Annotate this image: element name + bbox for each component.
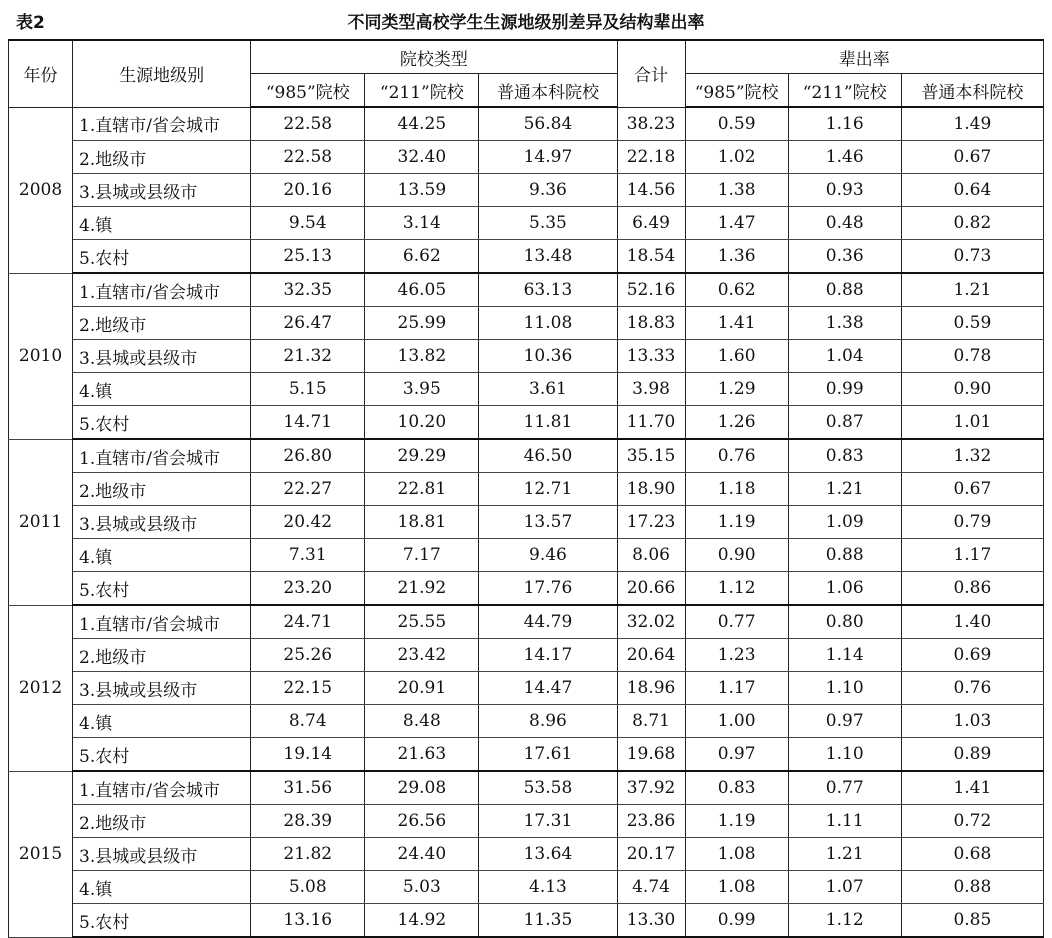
table-row [9, 207, 1044, 240]
region-cell: 2.地级市 [73, 473, 251, 506]
table-row [9, 373, 1044, 406]
total-cell: 23.86 [617, 805, 685, 838]
school-regular-cell: 3.61 [479, 373, 617, 406]
school-regular-cell: 14.47 [479, 672, 617, 705]
total-cell: 8.71 [617, 705, 685, 738]
header-school-211: “211”院校 [365, 74, 479, 108]
school-211-cell: 6.62 [365, 240, 479, 274]
rate-985-cell: 1.17 [685, 672, 788, 705]
rate-985-cell: 0.99 [685, 904, 788, 938]
school-985-cell: 21.32 [251, 340, 365, 373]
table-header [9, 40, 1044, 107]
school-regular-cell: 12.71 [479, 473, 617, 506]
school-985-cell: 26.80 [251, 439, 365, 473]
rate-985-cell: 1.12 [685, 572, 788, 606]
rate-985-cell: 1.19 [685, 506, 788, 539]
rate-211-cell: 1.07 [788, 871, 901, 904]
table-row [9, 439, 1044, 473]
school-985-cell: 22.58 [251, 107, 365, 141]
rate-regular-cell: 0.88 [901, 871, 1043, 904]
rate-211-cell: 0.88 [788, 539, 901, 572]
total-cell: 18.54 [617, 240, 685, 274]
rate-211-cell: 1.06 [788, 572, 901, 606]
school-985-cell: 20.42 [251, 506, 365, 539]
rate-985-cell: 1.18 [685, 473, 788, 506]
table-row [9, 539, 1044, 572]
total-cell: 20.17 [617, 838, 685, 871]
school-211-cell: 23.42 [365, 639, 479, 672]
school-985-cell: 20.16 [251, 174, 365, 207]
rate-211-cell: 0.88 [788, 273, 901, 307]
data-table [8, 39, 1044, 938]
school-211-cell: 14.92 [365, 904, 479, 938]
rate-regular-cell: 1.41 [901, 771, 1043, 805]
school-985-cell: 5.08 [251, 871, 365, 904]
school-regular-cell: 17.31 [479, 805, 617, 838]
table-row [9, 340, 1044, 373]
header-rate-211: “211”院校 [788, 74, 901, 108]
rate-211-cell: 1.12 [788, 904, 901, 938]
rate-985-cell: 1.60 [685, 340, 788, 373]
header-rate-regular: 普通本科院校 [901, 74, 1043, 108]
header-school-985: “985”院校 [251, 74, 365, 108]
school-211-cell: 44.25 [365, 107, 479, 141]
school-985-cell: 24.71 [251, 605, 365, 639]
school-211-cell: 29.08 [365, 771, 479, 805]
rate-regular-cell: 0.85 [901, 904, 1043, 938]
rate-985-cell: 1.26 [685, 406, 788, 440]
table-row [9, 705, 1044, 738]
table-row [9, 738, 1044, 772]
school-985-cell: 26.47 [251, 307, 365, 340]
table-row [9, 141, 1044, 174]
table-body [9, 107, 1044, 937]
year-cell: 2011 [9, 439, 73, 605]
table-label: 表2 [16, 13, 45, 33]
table-row [9, 107, 1044, 141]
region-cell: 3.县城或县级市 [73, 506, 251, 539]
region-cell: 1.直辖市/省会城市 [73, 439, 251, 473]
rate-regular-cell: 0.79 [901, 506, 1043, 539]
rate-regular-cell: 1.03 [901, 705, 1043, 738]
region-cell: 2.地级市 [73, 639, 251, 672]
school-regular-cell: 11.08 [479, 307, 617, 340]
region-cell: 5.农村 [73, 738, 251, 772]
school-985-cell: 21.82 [251, 838, 365, 871]
total-cell: 17.23 [617, 506, 685, 539]
rate-211-cell: 1.38 [788, 307, 901, 340]
rate-985-cell: 1.41 [685, 307, 788, 340]
rate-211-cell: 1.14 [788, 639, 901, 672]
school-regular-cell: 14.17 [479, 639, 617, 672]
region-cell: 3.县城或县级市 [73, 174, 251, 207]
header-school-type-group: 院校类型 [251, 40, 617, 74]
rate-regular-cell: 0.78 [901, 340, 1043, 373]
rate-211-cell: 1.16 [788, 107, 901, 141]
rate-211-cell: 1.10 [788, 738, 901, 772]
table-row [9, 572, 1044, 606]
school-211-cell: 46.05 [365, 273, 479, 307]
region-cell: 3.县城或县级市 [73, 838, 251, 871]
rate-985-cell: 0.76 [685, 439, 788, 473]
rate-211-cell: 0.83 [788, 439, 901, 473]
rate-regular-cell: 0.64 [901, 174, 1043, 207]
rate-regular-cell: 0.76 [901, 672, 1043, 705]
total-cell: 37.92 [617, 771, 685, 805]
region-cell: 1.直辖市/省会城市 [73, 771, 251, 805]
school-985-cell: 9.54 [251, 207, 365, 240]
rate-985-cell: 1.29 [685, 373, 788, 406]
region-cell: 1.直辖市/省会城市 [73, 605, 251, 639]
school-211-cell: 3.95 [365, 373, 479, 406]
table-row [9, 273, 1044, 307]
table-row [9, 805, 1044, 838]
region-cell: 4.镇 [73, 373, 251, 406]
rate-211-cell: 1.09 [788, 506, 901, 539]
school-985-cell: 22.27 [251, 473, 365, 506]
header-region: 生源地级别 [73, 40, 251, 107]
rate-985-cell: 1.02 [685, 141, 788, 174]
school-211-cell: 25.99 [365, 307, 479, 340]
year-cell: 2015 [9, 771, 73, 937]
rate-regular-cell: 0.67 [901, 473, 1043, 506]
rate-985-cell: 0.59 [685, 107, 788, 141]
total-cell: 52.16 [617, 273, 685, 307]
school-211-cell: 7.17 [365, 539, 479, 572]
school-regular-cell: 13.48 [479, 240, 617, 274]
rate-regular-cell: 1.17 [901, 539, 1043, 572]
total-cell: 32.02 [617, 605, 685, 639]
region-cell: 1.直辖市/省会城市 [73, 107, 251, 141]
rate-regular-cell: 1.40 [901, 605, 1043, 639]
school-regular-cell: 5.35 [479, 207, 617, 240]
total-cell: 11.70 [617, 406, 685, 440]
table-caption [8, 6, 1044, 32]
region-cell: 5.农村 [73, 406, 251, 440]
rate-985-cell: 1.23 [685, 639, 788, 672]
school-regular-cell: 11.35 [479, 904, 617, 938]
year-cell: 2010 [9, 273, 73, 439]
school-985-cell: 25.13 [251, 240, 365, 274]
rate-211-cell: 0.97 [788, 705, 901, 738]
rate-211-cell: 1.21 [788, 473, 901, 506]
table-row [9, 605, 1044, 639]
table-title: 不同类型高校学生生源地级别差异及结构辈出率 [347, 13, 705, 33]
region-cell: 2.地级市 [73, 307, 251, 340]
header-rate-985: “985”院校 [685, 74, 788, 108]
school-211-cell: 10.20 [365, 406, 479, 440]
table-row [9, 240, 1044, 274]
school-regular-cell: 10.36 [479, 340, 617, 373]
region-cell: 4.镇 [73, 207, 251, 240]
rate-regular-cell: 0.73 [901, 240, 1043, 274]
table-row [9, 838, 1044, 871]
total-cell: 4.74 [617, 871, 685, 904]
region-cell: 3.县城或县级市 [73, 672, 251, 705]
total-cell: 18.96 [617, 672, 685, 705]
school-regular-cell: 53.58 [479, 771, 617, 805]
school-211-cell: 26.56 [365, 805, 479, 838]
region-cell: 2.地级市 [73, 805, 251, 838]
total-cell: 18.83 [617, 307, 685, 340]
school-regular-cell: 63.13 [479, 273, 617, 307]
region-cell: 2.地级市 [73, 141, 251, 174]
school-211-cell: 21.92 [365, 572, 479, 606]
rate-985-cell: 0.90 [685, 539, 788, 572]
rate-211-cell: 0.77 [788, 771, 901, 805]
school-211-cell: 13.82 [365, 340, 479, 373]
rate-211-cell: 0.36 [788, 240, 901, 274]
school-211-cell: 18.81 [365, 506, 479, 539]
rate-985-cell: 1.19 [685, 805, 788, 838]
rate-985-cell: 1.36 [685, 240, 788, 274]
school-985-cell: 22.58 [251, 141, 365, 174]
rate-regular-cell: 0.59 [901, 307, 1043, 340]
total-cell: 20.64 [617, 639, 685, 672]
school-regular-cell: 9.36 [479, 174, 617, 207]
school-985-cell: 31.56 [251, 771, 365, 805]
rate-211-cell: 1.04 [788, 340, 901, 373]
table-row [9, 174, 1044, 207]
school-211-cell: 22.81 [365, 473, 479, 506]
header-year: 年份 [9, 40, 73, 107]
header-rate-group: 辈出率 [685, 40, 1043, 74]
school-985-cell: 8.74 [251, 705, 365, 738]
school-985-cell: 28.39 [251, 805, 365, 838]
rate-regular-cell: 1.01 [901, 406, 1043, 440]
school-985-cell: 32.35 [251, 273, 365, 307]
rate-985-cell: 0.62 [685, 273, 788, 307]
total-cell: 3.98 [617, 373, 685, 406]
school-211-cell: 24.40 [365, 838, 479, 871]
school-regular-cell: 11.81 [479, 406, 617, 440]
year-cell: 2008 [9, 107, 73, 273]
table-row [9, 771, 1044, 805]
table-row [9, 307, 1044, 340]
year-cell: 2012 [9, 605, 73, 771]
rate-211-cell: 1.11 [788, 805, 901, 838]
rate-regular-cell: 0.82 [901, 207, 1043, 240]
rate-regular-cell: 0.68 [901, 838, 1043, 871]
rate-211-cell: 0.80 [788, 605, 901, 639]
total-cell: 20.66 [617, 572, 685, 606]
rate-211-cell: 1.21 [788, 838, 901, 871]
total-cell: 13.30 [617, 904, 685, 938]
total-cell: 22.18 [617, 141, 685, 174]
rate-regular-cell: 1.49 [901, 107, 1043, 141]
rate-regular-cell: 0.69 [901, 639, 1043, 672]
region-cell: 1.直辖市/省会城市 [73, 273, 251, 307]
region-cell: 4.镇 [73, 539, 251, 572]
total-cell: 13.33 [617, 340, 685, 373]
table-row [9, 871, 1044, 904]
total-cell: 19.68 [617, 738, 685, 772]
school-regular-cell: 13.64 [479, 838, 617, 871]
school-regular-cell: 4.13 [479, 871, 617, 904]
rate-211-cell: 1.46 [788, 141, 901, 174]
school-211-cell: 29.29 [365, 439, 479, 473]
school-regular-cell: 44.79 [479, 605, 617, 639]
rate-985-cell: 1.00 [685, 705, 788, 738]
rate-211-cell: 0.93 [788, 174, 901, 207]
school-211-cell: 21.63 [365, 738, 479, 772]
school-regular-cell: 46.50 [479, 439, 617, 473]
school-regular-cell: 8.96 [479, 705, 617, 738]
region-cell: 5.农村 [73, 240, 251, 274]
table-row [9, 904, 1044, 938]
table-row [9, 639, 1044, 672]
rate-985-cell: 1.08 [685, 871, 788, 904]
total-cell: 35.15 [617, 439, 685, 473]
total-cell: 6.49 [617, 207, 685, 240]
rate-985-cell: 1.38 [685, 174, 788, 207]
table-row [9, 506, 1044, 539]
table-row [9, 406, 1044, 440]
school-211-cell: 32.40 [365, 141, 479, 174]
school-985-cell: 14.71 [251, 406, 365, 440]
region-cell: 5.农村 [73, 904, 251, 938]
rate-regular-cell: 0.86 [901, 572, 1043, 606]
school-985-cell: 23.20 [251, 572, 365, 606]
school-regular-cell: 14.97 [479, 141, 617, 174]
school-211-cell: 20.91 [365, 672, 479, 705]
school-211-cell: 25.55 [365, 605, 479, 639]
region-cell: 4.镇 [73, 705, 251, 738]
rate-regular-cell: 0.67 [901, 141, 1043, 174]
rate-985-cell: 0.97 [685, 738, 788, 772]
rate-985-cell: 0.77 [685, 605, 788, 639]
total-cell: 14.56 [617, 174, 685, 207]
header-school-regular: 普通本科院校 [479, 74, 617, 108]
school-985-cell: 5.15 [251, 373, 365, 406]
school-985-cell: 7.31 [251, 539, 365, 572]
table-row [9, 672, 1044, 705]
rate-regular-cell: 1.21 [901, 273, 1043, 307]
rate-211-cell: 0.99 [788, 373, 901, 406]
school-regular-cell: 17.76 [479, 572, 617, 606]
region-cell: 4.镇 [73, 871, 251, 904]
rate-985-cell: 0.83 [685, 771, 788, 805]
school-985-cell: 19.14 [251, 738, 365, 772]
rate-regular-cell: 1.32 [901, 439, 1043, 473]
region-cell: 3.县城或县级市 [73, 340, 251, 373]
rate-211-cell: 0.87 [788, 406, 901, 440]
table-row [9, 473, 1044, 506]
region-cell: 5.农村 [73, 572, 251, 606]
total-cell: 8.06 [617, 539, 685, 572]
rate-regular-cell: 0.89 [901, 738, 1043, 772]
rate-985-cell: 1.08 [685, 838, 788, 871]
rate-211-cell: 1.10 [788, 672, 901, 705]
total-cell: 38.23 [617, 107, 685, 141]
school-985-cell: 25.26 [251, 639, 365, 672]
school-regular-cell: 9.46 [479, 539, 617, 572]
school-211-cell: 5.03 [365, 871, 479, 904]
school-211-cell: 3.14 [365, 207, 479, 240]
school-211-cell: 13.59 [365, 174, 479, 207]
rate-regular-cell: 0.72 [901, 805, 1043, 838]
school-regular-cell: 17.61 [479, 738, 617, 772]
school-211-cell: 8.48 [365, 705, 479, 738]
total-cell: 18.90 [617, 473, 685, 506]
school-regular-cell: 56.84 [479, 107, 617, 141]
rate-regular-cell: 0.90 [901, 373, 1043, 406]
rate-211-cell: 0.48 [788, 207, 901, 240]
school-985-cell: 13.16 [251, 904, 365, 938]
header-total: 合计 [617, 40, 685, 107]
school-985-cell: 22.15 [251, 672, 365, 705]
school-regular-cell: 13.57 [479, 506, 617, 539]
rate-985-cell: 1.47 [685, 207, 788, 240]
